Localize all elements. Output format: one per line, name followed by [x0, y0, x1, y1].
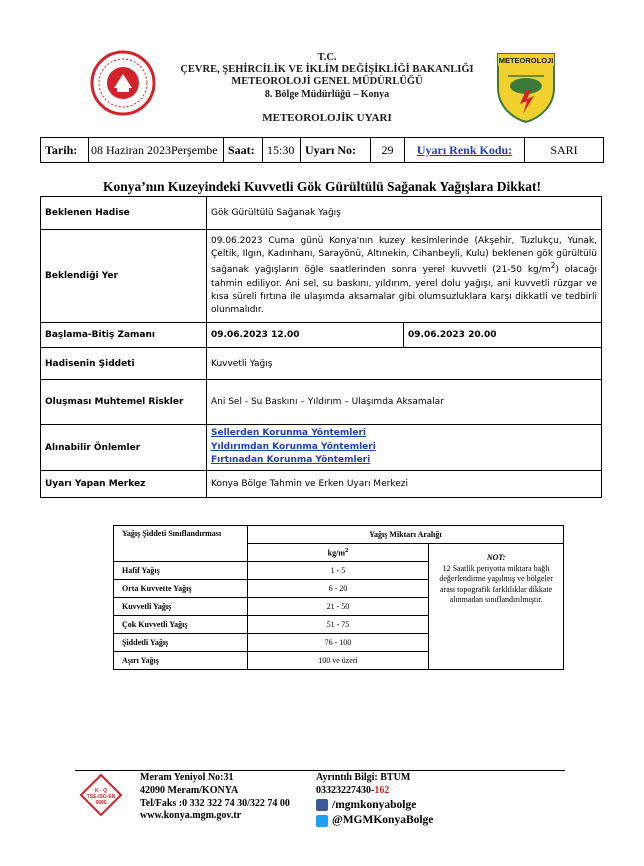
svg-text:TSE-ISO-EN: TSE-ISO-EN — [86, 794, 116, 800]
table-row — [41, 471, 602, 498]
warning-title: Konya’nın Kuzeyindeki Kuvvetli Gök Gürültülü Sağanak Yağışlara Dikkat! — [103, 179, 541, 194]
class-name: Orta Kuvvette Yağış — [114, 580, 248, 598]
info-label: Ayrıntılı Bilgi: BTUM — [316, 772, 411, 783]
warning-no-value: 29 — [371, 138, 405, 162]
class-name: Çok Kuvvetli Yağış — [114, 616, 248, 634]
class-range: 6 - 20 — [247, 580, 428, 598]
meteorology-logo — [496, 52, 556, 124]
risks-label: Oluşması Muhtemel Riskler — [41, 380, 207, 425]
table-row — [41, 197, 602, 230]
measures-links — [207, 425, 602, 471]
class-range: 100 ve üzeri — [247, 652, 428, 670]
svg-text:K - Q: K - Q — [95, 788, 107, 794]
table-row — [41, 425, 602, 471]
footer-address — [140, 772, 290, 823]
risks-value: Ani Sel - Su Baskını – Yıldırım – Ulaşımda Aksamalar — [207, 380, 602, 425]
flood-protection-link[interactable]: Sellerden Korunma Yöntemleri — [211, 428, 366, 439]
color-code-value: SARI — [550, 142, 578, 157]
end-time: 09.06.2023 20.00 — [404, 323, 602, 348]
location-value: 09.06.2023 Cuma günü Konya'nın kuzey kesimlerinde (Akşehir, Tuzlukçu, Yunak, Çeltik, Ilgın, Kadınhanı, Sarayönü, Altınekin, Cihanbeyli, Kulu) beklenen gök gürültülü sağanak yağışların öğle saatlerinden sonra yerel kuvvetli (21-50 $kg/m^2$) olacağı tahmin ediliyor. Ani sel, su baskını, yıldırım, yerel dolu yağışı, ani kuvvetli rüzgar ve kısa süreli fırtına ile ulaşımda aksamalar gibi olumsuzluklara karşı dikkatli ve tedbirli olunmalıdır. — [207, 230, 602, 323]
severity-label: Hadisenin Şiddeti — [41, 348, 207, 380]
class-range: 51 - 75 — [247, 616, 428, 634]
time-range-label: Başlama-Bitiş Zamanı — [41, 323, 207, 348]
header-tc: T.C. — [317, 52, 337, 63]
center-label: Uyarı Yapan Merkez — [41, 471, 207, 498]
time-label: Saat: — [224, 138, 263, 162]
table-row — [114, 526, 564, 544]
severity-value: Kuvvetli Yağış — [207, 348, 602, 380]
footer-divider — [75, 770, 565, 771]
address-line-2: 42090 Meram/KONYA — [140, 784, 239, 796]
color-code-link[interactable]: Uyarı Renk Kodu: — [416, 142, 513, 157]
time-value: 15:30 — [263, 138, 301, 162]
phone-fax: Tel/Faks :0 332 322 74 30/322 74 00 — [140, 797, 290, 809]
warning-details-table — [40, 196, 602, 498]
note-title: NOT: — [486, 553, 506, 562]
event-value: Gök Gürültülü Sağanak Yağış — [207, 197, 602, 230]
classification-header: Yağış Şiddeti Sınıflandırması — [114, 526, 248, 562]
note-cell — [429, 544, 564, 670]
ministry-name: ÇEVRE, ŞEHİRCİLİK VE İKLİM DEĞİŞİKLİĞİ BAKANLIĞI — [180, 64, 474, 75]
facebook-icon — [316, 799, 328, 811]
twitter-icon — [316, 815, 328, 827]
document-type: METEOROLOJİK UYARI — [262, 112, 392, 124]
warning-no-label: Uyarı No: — [301, 138, 371, 162]
tse-certification-logo — [79, 773, 123, 817]
unit-header: $kg/m^2$ — [247, 544, 428, 562]
event-label: Beklenen Hadise — [41, 197, 207, 230]
regional-directorate: 8. Bölge Müdürlüğü – Konya — [264, 89, 390, 100]
class-name: Hafif Yağış — [114, 562, 248, 580]
warning-info-row — [40, 137, 604, 163]
class-range: 1 - 5 — [247, 562, 428, 580]
general-directorate: METEOROLOJİ GENEL MÜDÜRLÜĞÜ — [231, 76, 423, 87]
storm-protection-link[interactable]: Fırtınadan Korunma Yöntemleri — [211, 455, 371, 466]
svg-text:9000: 9000 — [95, 800, 107, 806]
table-row — [41, 323, 602, 348]
table-row — [41, 348, 602, 380]
class-name: Aşırı Yağış — [114, 652, 248, 670]
table-row — [41, 230, 602, 323]
class-name: Kuvvetli Yağış — [114, 598, 248, 616]
facebook-handle[interactable]: /mgmkonyabolge — [332, 798, 417, 811]
table-row — [41, 380, 602, 425]
precipitation-classification-table — [113, 525, 564, 670]
center-value: Konya Bölge Tahmin ve Erken Uyarı Merkezi — [207, 471, 602, 498]
twitter-handle[interactable]: @MGMKonyaBolge — [332, 814, 434, 827]
info-phone: 03323227430-162 — [316, 784, 390, 796]
document-header — [0, 0, 644, 135]
note-body: 12 Saatlik periyotta miktara bağlı değerlendirme yapılmış ve bölgeler arası topografik farklılıklar dikkate alınmadan sınıflandırılmıştır. — [439, 564, 553, 605]
location-label: Beklendiği Yer — [41, 230, 207, 323]
footer-contact — [316, 772, 433, 829]
date-label: Tarih: — [41, 138, 89, 162]
svg-text:METEOROLOJI: METEOROLOJI — [498, 56, 554, 65]
amount-range-header: Yağış Miktarı Aralığı — [247, 526, 563, 544]
start-time: 09.06.2023 12.00 — [207, 323, 404, 348]
twitter-row[interactable] — [316, 813, 433, 829]
address-line-1: Meram Yeniyol No:31 — [140, 772, 234, 783]
class-name: Şiddetli Yağış — [114, 634, 248, 652]
class-range: 21 - 50 — [247, 598, 428, 616]
ministry-seal-logo — [90, 50, 156, 116]
website-link[interactable]: www.konya.mgm.gov.tr — [140, 810, 242, 822]
lightning-protection-link[interactable]: Yıldırımdan Korunma Yöntemleri — [211, 441, 376, 452]
date-value: 08 Haziran 2023Perşembe — [89, 138, 224, 162]
facebook-row[interactable] — [316, 798, 433, 814]
class-range: 76 - 100 — [247, 634, 428, 652]
measures-label: Alınabilir Önlemler — [41, 425, 207, 471]
